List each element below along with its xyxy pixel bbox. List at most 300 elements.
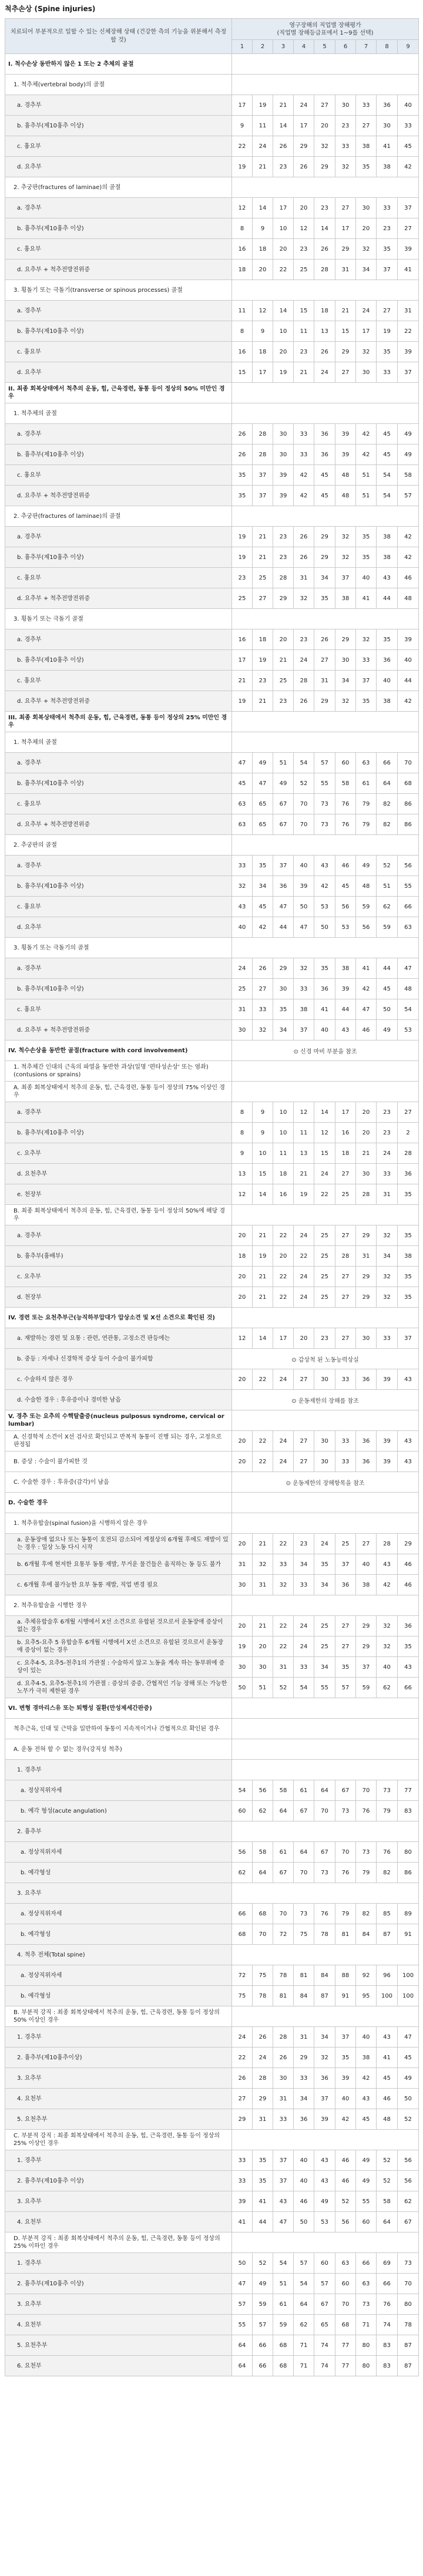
table-row bbox=[5, 1986, 419, 2006]
rating-value: 36 bbox=[356, 1369, 377, 1390]
rating-value: 34 bbox=[314, 1657, 335, 1678]
rating-value: 72 bbox=[232, 1965, 253, 1986]
rating-value: 73 bbox=[356, 2294, 377, 2315]
rating-value: 31 bbox=[314, 671, 335, 691]
rating-value: 42 bbox=[356, 424, 377, 445]
rating-value: 70 bbox=[314, 1801, 335, 1821]
table-row bbox=[5, 280, 419, 301]
rating-value: 34 bbox=[377, 1246, 398, 1267]
rating-value: 41 bbox=[356, 588, 377, 609]
rating-value: 38 bbox=[377, 547, 398, 568]
rating-value: 30 bbox=[314, 1452, 335, 1472]
rating-value: 67 bbox=[335, 1780, 356, 1801]
rating-value: 29 bbox=[314, 547, 335, 568]
rating-value: 42 bbox=[314, 876, 335, 897]
rating-value: 80 bbox=[356, 2356, 377, 2376]
rating-value: 91 bbox=[398, 1924, 419, 1945]
rating-value: 27 bbox=[356, 116, 377, 136]
rating-value: 26 bbox=[273, 2048, 294, 2068]
rating-value: 82 bbox=[377, 794, 398, 814]
rating-value: 56 bbox=[398, 2150, 419, 2171]
rating-value: 83 bbox=[377, 2356, 398, 2376]
empty-rating-cell bbox=[232, 1513, 419, 1534]
row-label: I. 척수손상 동반하지 않은 1 또는 2 추체의 골절 bbox=[5, 54, 232, 75]
rating-value: 33 bbox=[232, 2171, 253, 2191]
column-number: 7 bbox=[356, 40, 377, 54]
rating-value: 71 bbox=[294, 2356, 314, 2376]
rating-value: 32 bbox=[335, 547, 356, 568]
row-label: 4. 요천부 bbox=[5, 2315, 232, 2335]
rating-value: 22 bbox=[294, 1246, 314, 1267]
rating-value: 66 bbox=[398, 1678, 419, 1698]
rating-value: 24 bbox=[294, 1287, 314, 1308]
row-label: a. 정상직위자세 bbox=[5, 1780, 232, 1801]
rating-value: 38 bbox=[398, 1246, 419, 1267]
rating-value: 33 bbox=[335, 136, 356, 157]
row-label: d. 요추부 bbox=[5, 917, 232, 938]
rating-value: 40 bbox=[377, 671, 398, 691]
rating-value: 65 bbox=[253, 794, 273, 814]
rating-value: 76 bbox=[356, 1801, 377, 1821]
rating-value: 31 bbox=[232, 1554, 253, 1575]
rating-value: 32 bbox=[377, 1636, 398, 1657]
rating-value: 25 bbox=[314, 1636, 335, 1657]
rating-value: 24 bbox=[314, 1164, 335, 1184]
rating-value: 30 bbox=[356, 1328, 377, 1349]
rating-value: 34 bbox=[314, 1575, 335, 1595]
rating-value: 19 bbox=[253, 650, 273, 671]
rating-value: 35 bbox=[398, 1184, 419, 1205]
rating-value: 23 bbox=[294, 239, 314, 260]
rating-value: 21 bbox=[273, 95, 294, 116]
rating-value: 65 bbox=[314, 2315, 335, 2335]
rating-value: 39 bbox=[398, 342, 419, 362]
rating-value: 33 bbox=[294, 1657, 314, 1678]
rating-value: 42 bbox=[398, 157, 419, 177]
table-row bbox=[5, 75, 419, 95]
row-label: a. 경추부 bbox=[5, 856, 232, 876]
rating-value: 52 bbox=[377, 856, 398, 876]
rating-value: 22 bbox=[273, 260, 294, 280]
empty-rating-cell bbox=[232, 1082, 419, 1102]
rating-value: 12 bbox=[294, 218, 314, 239]
row-label: 5. 요천추부 bbox=[5, 2335, 232, 2356]
rating-value: 71 bbox=[356, 2315, 377, 2335]
rating-value: 22 bbox=[253, 1452, 273, 1472]
rating-value: 28 bbox=[377, 1534, 398, 1554]
rating-value: 34 bbox=[314, 2027, 335, 2048]
rating-value: 43 bbox=[398, 1431, 419, 1452]
rating-value: 35 bbox=[398, 1636, 419, 1657]
column-number: 8 bbox=[377, 40, 398, 54]
row-label: 1. 경추부 bbox=[5, 2150, 232, 2171]
row-label: c. 요추부 bbox=[5, 1143, 232, 1164]
rating-value: 38 bbox=[356, 2048, 377, 2068]
table-row bbox=[5, 1657, 419, 1678]
table-row bbox=[5, 1678, 419, 1698]
rating-value: 25 bbox=[335, 1184, 356, 1205]
rating-value: 76 bbox=[335, 1863, 356, 1883]
row-label: b. 중등 : 자세나 신경학적 증상 등이 수술이 불가피함 bbox=[5, 1349, 232, 1369]
rating-value: 32 bbox=[314, 136, 335, 157]
rating-value: 38 bbox=[377, 527, 398, 547]
column-number: 2 bbox=[253, 40, 273, 54]
rating-value: 22 bbox=[232, 136, 253, 157]
rating-value: 26 bbox=[314, 342, 335, 362]
rating-value: 47 bbox=[398, 2027, 419, 2048]
rating-value: 96 bbox=[377, 1965, 398, 1986]
table-row bbox=[5, 136, 419, 157]
rating-value: 31 bbox=[377, 1184, 398, 1205]
table-row bbox=[5, 2109, 419, 2130]
rating-value: 46 bbox=[377, 2089, 398, 2109]
rating-value: 35 bbox=[232, 465, 253, 486]
rating-value: 20 bbox=[273, 629, 294, 650]
rating-value: 87 bbox=[398, 2335, 419, 2356]
rating-value: 24 bbox=[273, 1369, 294, 1390]
rating-value: 20 bbox=[273, 342, 294, 362]
rating-value: 27 bbox=[356, 1534, 377, 1554]
rating-value: 39 bbox=[335, 979, 356, 999]
row-label: c. 흉요부 bbox=[5, 794, 232, 814]
table-row bbox=[5, 403, 419, 424]
rating-value: 52 bbox=[294, 773, 314, 794]
rating-value: 30 bbox=[335, 650, 356, 671]
table-row bbox=[5, 691, 419, 712]
rating-value: 39 bbox=[377, 1431, 398, 1452]
rating-value: 47 bbox=[294, 917, 314, 938]
rating-value: 22 bbox=[232, 2048, 253, 2068]
rating-value: 83 bbox=[398, 1801, 419, 1821]
rating-value: 67 bbox=[314, 1842, 335, 1863]
rating-value: 29 bbox=[314, 527, 335, 547]
rating-value: 19 bbox=[232, 157, 253, 177]
rating-value: 81 bbox=[335, 1924, 356, 1945]
table-row bbox=[5, 2356, 419, 2376]
rating-value: 35 bbox=[314, 1554, 335, 1575]
rating-value: 82 bbox=[377, 1863, 398, 1883]
rating-value: 55 bbox=[356, 2191, 377, 2212]
rating-value: 23 bbox=[335, 116, 356, 136]
row-label: C. 수술한 경우 : 후유증(감각)이 남음 bbox=[5, 1472, 232, 1493]
rating-value: 44 bbox=[273, 917, 294, 938]
row-label: V. 경추 또는 요추의 수핵탈출증(nucleus pulposus syndrome, cervical or lumbar) bbox=[5, 1410, 232, 1431]
table-row bbox=[5, 506, 419, 527]
rating-value: 12 bbox=[232, 1184, 253, 1205]
rating-value: 22 bbox=[273, 1287, 294, 1308]
rating-value: 42 bbox=[398, 527, 419, 547]
row-label: c. 흉요부 bbox=[5, 239, 232, 260]
rating-value: 64 bbox=[232, 2356, 253, 2376]
rating-value: 29 bbox=[273, 588, 294, 609]
row-label: c. 흉요부 bbox=[5, 897, 232, 917]
rating-value: 73 bbox=[356, 1842, 377, 1863]
rating-value: 27 bbox=[335, 1287, 356, 1308]
rating-value: 70 bbox=[335, 2294, 356, 2315]
rating-value: 51 bbox=[377, 876, 398, 897]
rating-value: 60 bbox=[356, 2212, 377, 2232]
row-label: 3. 요추부 bbox=[5, 2294, 232, 2315]
rating-value: 41 bbox=[398, 260, 419, 280]
rating-value: 27 bbox=[335, 198, 356, 218]
row-label: a. 정상직위자세 bbox=[5, 1904, 232, 1924]
rating-value: 34 bbox=[273, 1020, 294, 1040]
rating-value: 27 bbox=[314, 650, 335, 671]
rating-value: 30 bbox=[232, 1657, 253, 1678]
rating-value: 39 bbox=[335, 445, 356, 465]
rating-value: 86 bbox=[398, 794, 419, 814]
rating-value: 40 bbox=[356, 2027, 377, 2048]
rating-value: 20 bbox=[232, 1534, 253, 1554]
rating-value: 47 bbox=[273, 897, 294, 917]
row-label: c. 흉요부 bbox=[5, 342, 232, 362]
rating-value: 15 bbox=[314, 1143, 335, 1164]
rating-value: 74 bbox=[314, 2335, 335, 2356]
row-label: B. 최종 회복상태에서 척추의 운동, 힘, 근육경련, 동통 등이 정상의 50%에 해당 경우 bbox=[5, 1205, 232, 1225]
rating-value: 60 bbox=[335, 753, 356, 773]
row-label: 3. 요추부 bbox=[5, 1883, 232, 1904]
rating-value: 46 bbox=[335, 856, 356, 876]
rating-value: 11 bbox=[294, 321, 314, 342]
rating-value: 32 bbox=[294, 958, 314, 979]
rating-value: 32 bbox=[232, 876, 253, 897]
rating-value: 32 bbox=[377, 1267, 398, 1287]
row-label: 척추근육, 인대 및 근막을 일반하여 동통이 지속적이거나 간협적으로 확인된 경우 bbox=[5, 1719, 232, 1739]
rating-value: 72 bbox=[273, 1924, 294, 1945]
rating-value: 70 bbox=[294, 794, 314, 814]
rating-value: 63 bbox=[356, 753, 377, 773]
rating-value: 46 bbox=[398, 1554, 419, 1575]
rating-value: 25 bbox=[314, 1287, 335, 1308]
rating-value: 29 bbox=[314, 157, 335, 177]
rating-value: 20 bbox=[294, 1328, 314, 1349]
rating-value: 68 bbox=[335, 2315, 356, 2335]
row-label: II. 최종 회복상태에서 척추의 운동, 힘, 근육경련, 동통 등이 정상의 50% 미만인 경우 bbox=[5, 383, 232, 403]
table-row bbox=[5, 1904, 419, 1924]
rating-value: 37 bbox=[314, 2089, 335, 2109]
rating-value: 43 bbox=[398, 1369, 419, 1390]
rating-value: 62 bbox=[253, 1801, 273, 1821]
table-row bbox=[5, 1246, 419, 1267]
rating-value: 22 bbox=[273, 1636, 294, 1657]
row-label: a. 경추부 bbox=[5, 958, 232, 979]
row-label: 2. 흉추부 bbox=[5, 1821, 232, 1842]
rating-value: 31 bbox=[294, 2027, 314, 2048]
rating-value: 24 bbox=[314, 362, 335, 383]
row-label: a. 정상직위자세 bbox=[5, 1842, 232, 1863]
rating-value: 56 bbox=[232, 1842, 253, 1863]
row-label: b. 흉추부(제10흉추 이상) bbox=[5, 321, 232, 342]
rating-value: 28 bbox=[273, 2027, 294, 2048]
table-row bbox=[5, 1061, 419, 1082]
rating-value: 45 bbox=[335, 876, 356, 897]
rating-value: 73 bbox=[398, 2253, 419, 2274]
row-label: a. 경추부 bbox=[5, 95, 232, 116]
row-label: A. 운동 전혀 할 수 없는 경우(강직성 척추) bbox=[5, 1739, 232, 1760]
table-row bbox=[5, 1760, 419, 1780]
rating-value: 20 bbox=[356, 1102, 377, 1123]
rating-value: 26 bbox=[273, 136, 294, 157]
rating-value: 12 bbox=[253, 301, 273, 321]
rating-value: 73 bbox=[314, 794, 335, 814]
rating-value: 40 bbox=[356, 568, 377, 588]
rating-value: 25 bbox=[232, 588, 253, 609]
rating-value: 91 bbox=[335, 1986, 356, 2006]
table-row bbox=[5, 2315, 419, 2335]
rating-value: 40 bbox=[398, 650, 419, 671]
rating-value: 43 bbox=[377, 1554, 398, 1575]
table-row bbox=[5, 465, 419, 486]
rating-value: 33 bbox=[232, 2150, 253, 2171]
rating-value: 63 bbox=[398, 917, 419, 938]
rating-value: 22 bbox=[273, 1616, 294, 1636]
rating-value: 79 bbox=[356, 814, 377, 835]
empty-rating-cell bbox=[232, 1061, 419, 1082]
rating-value: 76 bbox=[377, 2294, 398, 2315]
row-label: d. 요추부 + 척추전방전위증 bbox=[5, 814, 232, 835]
rating-value: 86 bbox=[398, 1863, 419, 1883]
rating-value: 42 bbox=[356, 2068, 377, 2089]
rating-value: 56 bbox=[335, 897, 356, 917]
rating-value: 56 bbox=[356, 917, 377, 938]
rating-value: 59 bbox=[356, 897, 377, 917]
rating-value: 54 bbox=[294, 2274, 314, 2294]
rating-value: 35 bbox=[273, 999, 294, 1020]
table-row bbox=[5, 958, 419, 979]
rating-value: 38 bbox=[377, 157, 398, 177]
rating-value: 44 bbox=[335, 999, 356, 1020]
table-row bbox=[5, 1575, 419, 1595]
rating-value: 24 bbox=[294, 95, 314, 116]
rating-value: 24 bbox=[377, 1143, 398, 1164]
rating-value: 82 bbox=[356, 1904, 377, 1924]
table-row bbox=[5, 1123, 419, 1143]
rating-value: 50 bbox=[398, 2089, 419, 2109]
rating-value: 65 bbox=[253, 814, 273, 835]
rating-value: 14 bbox=[273, 301, 294, 321]
rating-value: 37 bbox=[253, 465, 273, 486]
rating-value: 59 bbox=[356, 1678, 377, 1698]
rating-value: 66 bbox=[398, 897, 419, 917]
rating-value: 73 bbox=[335, 1801, 356, 1821]
rating-value: 28 bbox=[253, 445, 273, 465]
rating-value: 26 bbox=[294, 527, 314, 547]
rating-value: 37 bbox=[356, 671, 377, 691]
rating-value: 12 bbox=[314, 1123, 335, 1143]
rating-value: 66 bbox=[253, 2356, 273, 2376]
row-label: c. 흉요부 bbox=[5, 568, 232, 588]
table-row bbox=[5, 1739, 419, 1760]
rating-value: 69 bbox=[377, 2253, 398, 2274]
rating-value: 36 bbox=[356, 1452, 377, 1472]
rating-value: 32 bbox=[335, 527, 356, 547]
rating-value: 27 bbox=[335, 1267, 356, 1287]
rating-value: 21 bbox=[253, 547, 273, 568]
rating-value: 78 bbox=[273, 1965, 294, 1986]
rating-value: 32 bbox=[253, 1554, 273, 1575]
rating-value: 37 bbox=[273, 856, 294, 876]
table-row bbox=[5, 2027, 419, 2048]
rating-value: 21 bbox=[253, 1267, 273, 1287]
rating-value: 28 bbox=[273, 568, 294, 588]
rating-value: 38 bbox=[294, 999, 314, 1020]
table-row bbox=[5, 1082, 419, 1102]
table-row bbox=[5, 1020, 419, 1040]
rating-value: 67 bbox=[314, 2294, 335, 2315]
table-row bbox=[5, 1883, 419, 1904]
rating-value: 39 bbox=[335, 424, 356, 445]
table-row bbox=[5, 917, 419, 938]
table-row bbox=[5, 1102, 419, 1123]
row-label: d. 요천추부 bbox=[5, 1164, 232, 1184]
rating-value: 45 bbox=[232, 773, 253, 794]
rating-value: 49 bbox=[377, 1020, 398, 1040]
rating-value: 45 bbox=[377, 979, 398, 999]
rating-value: 37 bbox=[273, 2150, 294, 2171]
row-label: d. 요추4-5, 요추5-천추1의 가관절 : 증상의 증증, 간협적인 기능 장해 또는 가능한 노무가 극히 제한된 경우 bbox=[5, 1678, 232, 1698]
empty-rating-cell bbox=[232, 1821, 419, 1842]
table-row bbox=[5, 609, 419, 629]
rating-value: 28 bbox=[335, 1246, 356, 1267]
rating-value: 25 bbox=[273, 671, 294, 691]
table-row bbox=[5, 1267, 419, 1287]
rating-value: 24 bbox=[253, 2048, 273, 2068]
rating-value: 61 bbox=[294, 1780, 314, 1801]
table-row bbox=[5, 1493, 419, 1513]
rating-value: 39 bbox=[335, 2068, 356, 2089]
row-label: c. 흉요부 bbox=[5, 136, 232, 157]
rating-value: 36 bbox=[294, 2109, 314, 2130]
rating-value: 34 bbox=[356, 260, 377, 280]
rating-value: 12 bbox=[232, 1328, 253, 1349]
rating-value: 20 bbox=[294, 198, 314, 218]
row-label: a. 경추부 bbox=[5, 424, 232, 445]
rating-value: 26 bbox=[232, 2068, 253, 2089]
table-row bbox=[5, 1636, 419, 1657]
rating-value: 24 bbox=[294, 1616, 314, 1636]
rating-value: 36 bbox=[398, 1616, 419, 1636]
rating-value: 51 bbox=[253, 1678, 273, 1698]
table-row bbox=[5, 835, 419, 856]
rating-value: 43 bbox=[398, 1452, 419, 1472]
rating-value: 68 bbox=[398, 773, 419, 794]
rating-value: 68 bbox=[253, 1904, 273, 1924]
rating-value: 54 bbox=[294, 753, 314, 773]
rating-value: 30 bbox=[356, 1164, 377, 1184]
rating-value: 62 bbox=[377, 1678, 398, 1698]
table-row bbox=[5, 1821, 419, 1842]
rating-value: 29 bbox=[232, 2109, 253, 2130]
rating-value: 42 bbox=[294, 486, 314, 506]
rating-value: 19 bbox=[273, 362, 294, 383]
rating-value: 79 bbox=[335, 1904, 356, 1924]
rating-value: 25 bbox=[314, 1225, 335, 1246]
rating-value: 66 bbox=[356, 2253, 377, 2274]
rating-value: 42 bbox=[377, 1575, 398, 1595]
rating-value: 42 bbox=[356, 979, 377, 999]
rating-value: 64 bbox=[253, 1863, 273, 1883]
empty-rating-cell bbox=[232, 938, 419, 958]
rating-value: 68 bbox=[232, 1924, 253, 1945]
rating-value: 29 bbox=[398, 1534, 419, 1554]
row-label: III. 최종 회복상태에서 척추의 운동, 힘, 근육경련, 동통 등이 정상의 25% 미만인 경우 bbox=[5, 712, 232, 732]
row-label: a. 운동장애 없으나 또는 동통이 호전되 감소되어 계절상의 6개월 후에도 재발이 있는 경우 : 일상 노동 다시 시작 bbox=[5, 1534, 232, 1554]
disability-rating-table bbox=[5, 18, 419, 2376]
rating-value: 38 bbox=[356, 1575, 377, 1595]
rating-value: 28 bbox=[314, 260, 335, 280]
rating-value: 60 bbox=[232, 1801, 253, 1821]
rating-value: 79 bbox=[356, 1863, 377, 1883]
